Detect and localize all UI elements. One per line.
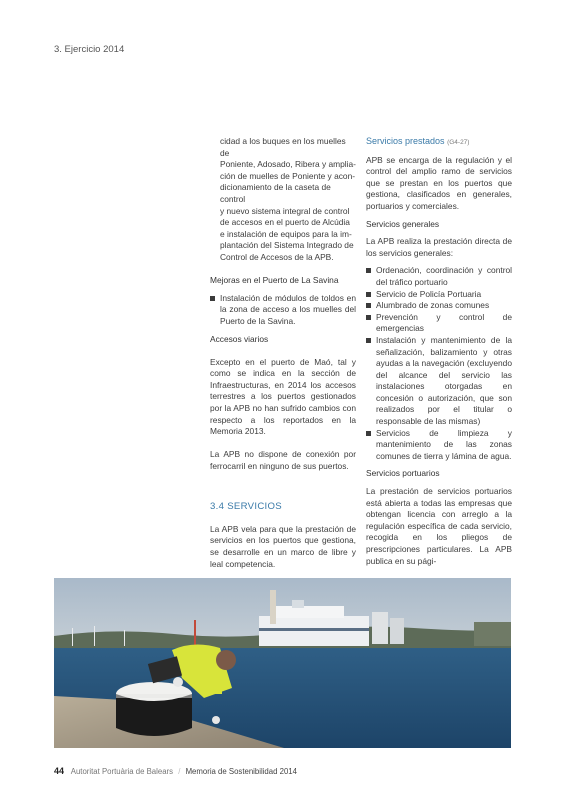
list-item: Instalación y mantenimiento de la señalización, balizamiento y otras ayudas a la navegación (excluyendo del alcance del servicio las instalaciones otorgadas en concesión o autorización, que son realizados por el titular o responsable de las mismas) <box>366 335 512 428</box>
list-item: Instalación de módulos de toldos en la zona de acceso a los muelles del Puerto de la Savina. <box>210 293 356 328</box>
list-item: Servicios de limpieza y mantenimiento de las zonas comunes de tierra y lámina de agua. <box>366 428 512 463</box>
generales-list <box>366 265 512 462</box>
accesos-heading: Accesos viarios <box>210 333 269 344</box>
cont-line: e instalación de equipos para la im- <box>220 228 352 239</box>
generales-paragraph: La APB realiza la prestación directa de los servicios generales: <box>366 236 512 258</box>
cont-line: Control de Accesos de la APB. <box>220 251 334 262</box>
left-column <box>210 136 356 570</box>
portuarios-heading: Servicios portuarios <box>366 468 440 479</box>
page-number: 44 <box>54 766 65 776</box>
gri-reference: (G4-27) <box>447 139 470 146</box>
list-item: Ordenación, coordinación y control del tráfico portuario <box>366 265 512 288</box>
list-item: Alumbrado de zonas comunes <box>366 300 512 312</box>
section-title: 3.4 SERVICIOS <box>210 500 282 512</box>
accesos-paragraph: Excepto en el puerto de Maó, tal y como se indica en la sección de Infraestructuras, en 2014 los accesos terrestres a los puertos gestionados por la APB no han sufrido cambios con respecto a los reportados en la Memoria 2013. <box>210 356 356 437</box>
footer-separator: / <box>178 767 181 776</box>
list-item: Prevención y control de emergencias <box>366 312 512 335</box>
cont-line: cidad a los buques en los muelles de <box>220 136 346 158</box>
right-column <box>366 136 512 567</box>
savina-heading: Mejoras en el Puerto de La Savina <box>210 275 339 286</box>
savina-list <box>210 293 356 328</box>
title-text: Servicios prestados <box>366 136 445 146</box>
servicios-prestados-title <box>366 136 512 149</box>
continued-bullet-text <box>210 136 356 264</box>
ferrocarril-paragraph: La APB no dispone de conexión por ferrocarril en ninguno de sus puertos. <box>210 449 356 472</box>
footer-org: Autoritat Portuària de Balears <box>70 767 174 776</box>
cont-line: de accesos en el puerto de Alcúdia <box>220 217 350 228</box>
cont-line: y nuevo sistema integral de control <box>220 205 350 216</box>
cont-line: Poniente, Adosado, Ribera y amplia- <box>220 159 356 170</box>
servicios-paragraph: La APB vela para que la prestación de servicios en los puertos que gestiona, se desarrolle en un marco de libre y leal competencia. <box>210 523 356 569</box>
page-footer <box>54 766 297 776</box>
intro-paragraph: APB se encarga de la regulación y el control del amplio ramo de servicios que se prestan en los puertos que gestiona, clasificados en generales, portuarios y comerciales. <box>366 154 512 211</box>
generales-heading: Servicios generales <box>366 218 440 229</box>
cont-line: dicionamiento de la caseta de control <box>220 182 331 204</box>
chapter-header: 3. Ejercicio 2014 <box>54 44 125 55</box>
cont-line: plantación del Sistema Integrado de <box>220 240 354 251</box>
footer-report: Memoria de Sostenibilidad 2014 <box>185 767 297 776</box>
harbor-photo <box>54 578 511 748</box>
cont-line: ción de muelles de Poniente y acon- <box>220 170 356 181</box>
portuarios-paragraph: La prestación de servicios portuarios está abierta a todas las empresas que obtengan licencia con arreglo a la regulación específica de cada servicio, recogida en los pliegos de prescripciones particulares. La APB publica en su pági- <box>366 486 512 566</box>
list-item: Servicio de Policía Portuaria <box>366 289 512 301</box>
